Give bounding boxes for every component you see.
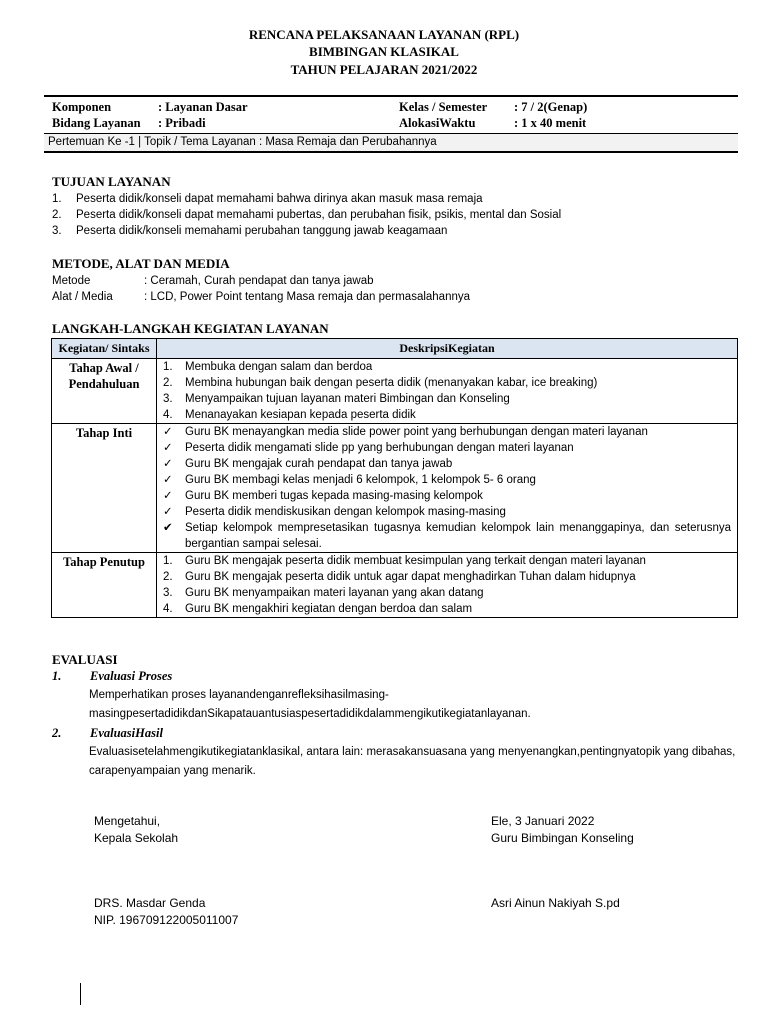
komponen-label: Komponen <box>52 100 112 114</box>
alat-value: : LCD, Power Point tentang Masa remaja dan permasalahannya <box>144 291 471 303</box>
text-cursor <box>80 983 81 1005</box>
item-text: Peserta didik/konseli dapat memahami pubertas, dan perubahan fisik, psikis, mental dan Sosial <box>76 209 562 221</box>
item-number: 2. <box>52 726 62 740</box>
table-header-row <box>52 339 738 359</box>
list-item <box>163 407 731 423</box>
divider-top <box>44 95 738 97</box>
item-text: Guru BK mengakhiri kegiatan dengan berdoa dan salam <box>185 603 473 615</box>
item-text: Guru BK membagi kelas menjadi 6 kelompok, 1 kelompok 5- 6 orang <box>185 474 536 486</box>
sig-left-line2: Kepala Sekolah <box>94 831 179 845</box>
check-icon: ✓ <box>163 474 173 486</box>
item-number: 2. <box>52 209 62 221</box>
list-item <box>163 553 731 569</box>
doc-year: TAHUN PELAJARAN 2021/2022 <box>290 62 478 77</box>
list-item <box>163 375 731 391</box>
list-item <box>163 440 731 456</box>
table-row <box>52 359 738 424</box>
description-cell <box>157 553 738 618</box>
evaluasi-proses-text: Memperhatikan proses layanandenganrefleksihasilmasing-masingpesertadidikdanSikapatauantusiaspesertadidikdalammengikutikegiatanlayanan. <box>89 689 531 720</box>
item-text: Peserta didik/konseli memahami perubahan tanggung jawab keagamaan <box>76 225 448 237</box>
item-text: Membina hubungan baik dengan peserta didik (menanyakan kabar, ice breaking) <box>185 377 598 389</box>
item-number: 3. <box>163 393 173 405</box>
description-cell <box>157 359 738 424</box>
heavy-check-icon: ✔ <box>163 522 173 534</box>
evaluasi-heading: EVALUASI <box>52 652 118 667</box>
item-number: 2. <box>163 571 173 583</box>
list-item <box>163 456 731 472</box>
stage-cell: Tahap Penutup <box>52 553 157 618</box>
item-number: 1. <box>52 193 62 205</box>
kelas-value: : 7 / 2(Genap) <box>514 100 588 114</box>
bidang-value: : Pribadi <box>158 116 206 130</box>
table-row <box>52 424 738 553</box>
list-item <box>52 191 561 207</box>
alat-row <box>52 289 470 305</box>
list-item <box>52 207 561 223</box>
list-item <box>163 601 731 617</box>
stage-cell: Tahap Awal / Pendahuluan <box>52 359 157 424</box>
stage-cell: Tahap Inti <box>52 424 157 553</box>
divider-bottom <box>44 151 738 153</box>
check-icon: ✓ <box>163 458 173 470</box>
item-text: Menyampaikan tujuan layanan materi Bimbingan dan Konseling <box>185 393 510 405</box>
item-text: Guru BK mengajak curah pendapat dan tanya jawab <box>185 458 453 470</box>
list-item <box>163 424 731 440</box>
item-number: 1. <box>163 555 173 567</box>
item-title: Evaluasi Proses <box>90 669 173 683</box>
metode-heading: METODE, ALAT DAN MEDIA <box>52 256 230 271</box>
list-item <box>163 504 731 520</box>
check-icon: ✓ <box>163 442 173 454</box>
list-item <box>163 472 731 488</box>
alokasi-label: AlokasiWaktu <box>399 116 476 130</box>
kelas-label: Kelas / Semester <box>399 100 488 114</box>
doc-title: RENCANA PELAKSANAAN LAYANAN (RPL) <box>248 27 520 42</box>
bidang-label: Bidang Layanan <box>52 116 141 130</box>
sig-right-line1: Ele, 3 Januari 2022 <box>491 814 595 828</box>
table-row <box>52 553 738 618</box>
kegiatan-table <box>51 338 738 618</box>
item-text: Membuka dengan salam dan berdoa <box>185 361 373 373</box>
metode-label: Metode <box>52 275 91 287</box>
item-number: 3. <box>52 225 62 237</box>
list-item <box>163 359 731 375</box>
tujuan-list <box>52 191 561 239</box>
check-icon: ✓ <box>163 490 173 502</box>
item-text: Guru BK mengajak peserta didik untuk agar dapat menghadirkan Tuhan dalam hidupnya <box>185 571 636 583</box>
item-text: Guru BK mengajak peserta didik membuat kesimpulan yang terkait dengan materi layanan <box>185 555 646 567</box>
tujuan-heading: TUJUAN LAYANAN <box>52 174 171 189</box>
sig-right-line2: Guru Bimbingan Konseling <box>491 831 634 845</box>
list-item <box>163 569 731 585</box>
check-icon: ✓ <box>163 426 173 438</box>
col-deskripsi-header: DeskripsiKegiatan <box>157 339 738 359</box>
evaluasi-proses-title <box>52 668 172 684</box>
list-item <box>163 488 731 504</box>
item-title: EvaluasiHasil <box>90 726 163 740</box>
metode-value: : Ceramah, Curah pendapat dan tanya jawab <box>144 275 374 287</box>
sig-left-line1: Mengetahui, <box>94 814 161 828</box>
sig-left-name: DRS. Masdar Genda <box>94 896 206 910</box>
list-item <box>52 223 561 239</box>
item-text: Peserta didik mendiskusikan dengan kelompok masing-masing <box>185 506 506 518</box>
check-icon: ✓ <box>163 506 173 518</box>
langkah-heading: LANGKAH-LANGKAH KEGIATAN LAYANAN <box>52 321 329 336</box>
list-item <box>163 585 731 601</box>
doc-subtitle: BIMBINGAN KLASIKAL <box>309 44 459 59</box>
item-text: Guru BK menayangkan media slide power point yang berhubungan dengan materi layanan <box>185 426 648 438</box>
item-number: 4. <box>163 409 173 421</box>
evaluasi-hasil-text: Evaluasisetelahmengikutikegiatanklasikal, antara lain: merasakansuasana yang menyenangkan,pentingnyatopik yang dibahas, carapenyampaian yang menarik. <box>89 746 736 777</box>
description-cell <box>157 424 738 553</box>
alokasi-value: : 1 x 40 menit <box>514 116 587 130</box>
list-item <box>163 520 731 552</box>
item-number: 1. <box>163 361 173 373</box>
item-text: Guru BK menyampaikan materi layanan yang akan datang <box>185 587 484 599</box>
list-item <box>163 391 731 407</box>
item-text: Peserta didik mengamati slide pp yang berhubungan dengan materi layanan <box>185 442 574 454</box>
item-text: Peserta didik/konseli dapat memahami bahwa dirinya akan masuk masa remaja <box>76 193 483 205</box>
item-number: 2. <box>163 377 173 389</box>
evaluasi-hasil-title <box>52 725 163 741</box>
komponen-value: : Layanan Dasar <box>158 100 248 114</box>
col-kegiatan-header: Kegiatan/ Sintaks <box>52 339 157 359</box>
metode-row <box>52 273 374 289</box>
item-text: Setiap kelompok mempresetasikan tugasnya kemudian kelompok lain menanggapinya, dan seterusnya bergantian sampai selesai. <box>185 522 731 550</box>
item-number: 1. <box>52 669 62 683</box>
item-text: Menanayakan kesiapan kepada peserta didik <box>185 409 416 421</box>
item-text: Guru BK memberi tugas kepada masing-masing kelompok <box>185 490 483 502</box>
alat-label: Alat / Media <box>52 291 113 303</box>
item-number: 3. <box>163 587 173 599</box>
sig-left-nip: NIP. 196709122005011007 <box>94 913 239 927</box>
item-number: 4. <box>163 603 173 615</box>
pertemuan-bar: Pertemuan Ke -1 | Topik / Tema Layanan : Masa Remaja dan Perubahannya <box>44 134 738 151</box>
sig-right-name: Asri Ainun Nakiyah S.pd <box>491 896 620 910</box>
